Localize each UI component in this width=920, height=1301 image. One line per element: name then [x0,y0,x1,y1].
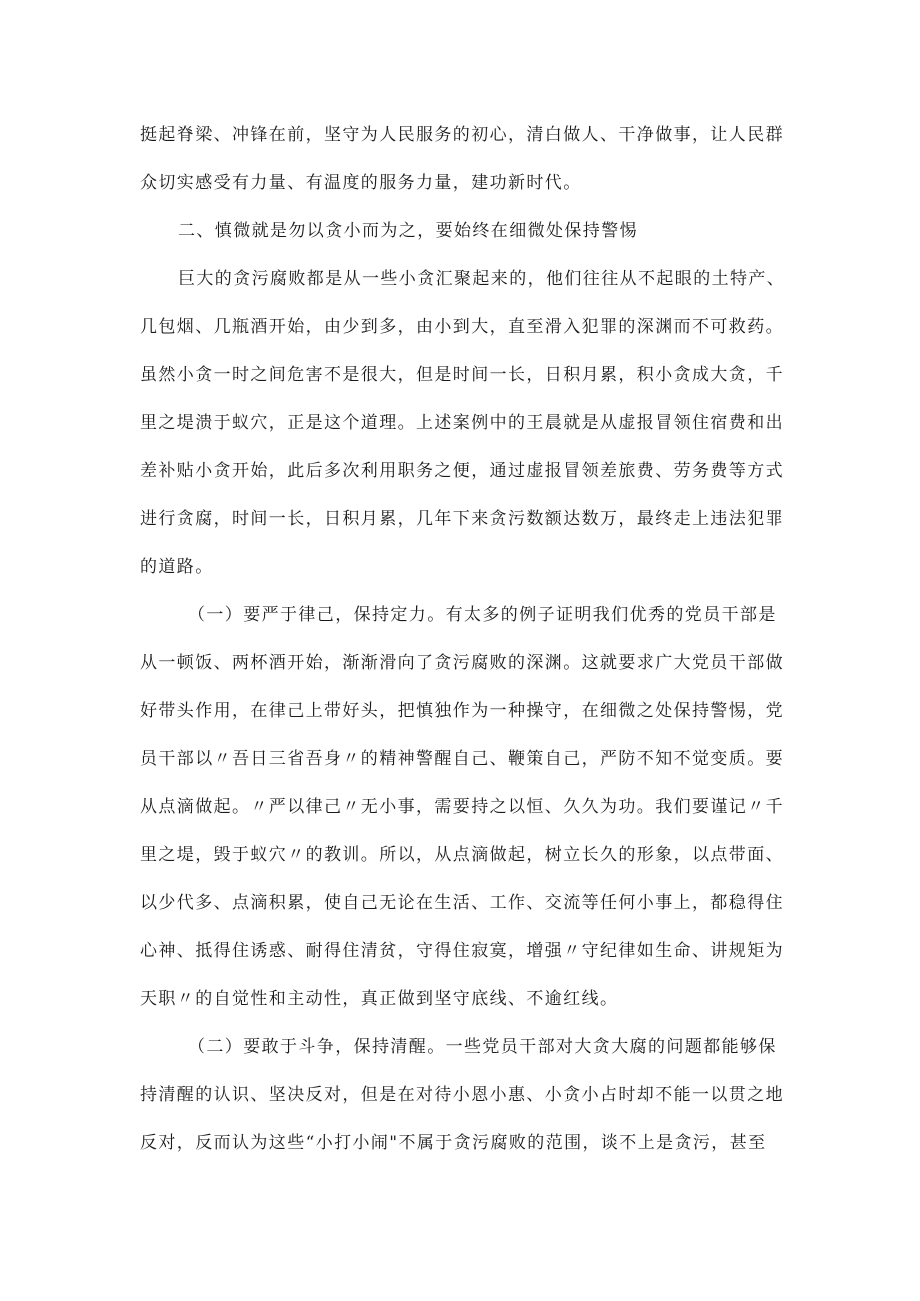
paragraph [140,262,790,584]
text-line: 以少代多、点滴积累，使自己无论在生活、工作、交流等任何小事上，都稳得住 [140,893,784,913]
text-line: 里之堤，毁于蚁穴〃的教训。所以，从点滴做起，树立长久的形象，以点带面、 [140,845,784,865]
document-body [140,118,790,1160]
text-line: 从点滴做起。〃严以律己〃无小事，需要持之以恒、久久为功。我们要谨记〃千 [140,797,784,817]
text-line: 众切实感受有力量、有温度的服务力量，建功新时代。 [140,173,582,193]
text-line: 虽然小贪一时之间危害不是很大，但是时间一长，日积月累，积小贪成大贪，千 [140,365,784,385]
text-line: 差补贴小贪开始，此后多次利用职务之便，通过虚报冒领差旅费、劳务费等方式 [140,461,784,481]
text-line: 巨大的贪污腐败都是从一些小贪汇聚起来的，他们往往从不起眼的土特产、 [178,269,786,289]
paragraph [140,1030,790,1160]
paragraph-continuation [140,118,790,200]
text-line: 挺起脊梁、冲锋在前，坚守为人民服务的初心，清白做人、干净做事，让人民群 [140,125,784,145]
text-line: 几包烟、几瓶酒开始，由少到多，由小到大，直至滑入犯罪的深渊而不可救药。 [140,317,784,337]
text-line: 持清醒的认识、坚决反对，但是在对待小恩小惠、小贪小占时却不能一以贯之地 [140,1085,784,1105]
text-line: 反对，反而认为这些“小打小闹"不属于贪污腐败的范围，谈不上是贪污，甚至 [140,1133,767,1153]
section-heading: 二、慎微就是勿以贪小而为之，要始终在细微处保持警惕 [178,221,638,241]
text-line: 天职〃的自觉性和主动性，真正做到坚守底线、不逾红线。 [140,989,619,1009]
text-line: 进行贪腐，时间一长，日积月累，几年下来贪污数额达数万，最终走上违法犯罪 [140,509,784,529]
text-line: （一）要严于律己，保持定力。有太多的例子证明我们优秀的党员干部是 [188,605,777,625]
text-line: （二）要敢于斗争，保持清醒。一些党员干部对大贪大腐的问题都能够保 [188,1037,777,1057]
text-line: 里之堤溃于蚁穴，正是这个道理。上述案例中的王晨就是从虚报冒领住宿费和出 [140,413,784,433]
text-line: 员干部以〃吾日三省吾身〃的精神警醒自己、鞭策自己，严防不知不觉变质。要 [140,749,784,769]
text-line: 心神、抵得住诱惑、耐得住清贫，守得住寂寞，增强〃守纪律如生命、讲规矩为 [140,941,784,961]
text-line: 好带头作用，在律己上带好头，把慎独作为一种操守，在细微之处保持警惕，党 [140,701,784,721]
text-line: 的道路。 [140,557,214,577]
paragraph [140,598,790,1016]
text-line: 从一顿饭、两杯酒开始，渐渐滑向了贪污腐败的深渊。这就要求广大党员干部做 [140,653,784,673]
